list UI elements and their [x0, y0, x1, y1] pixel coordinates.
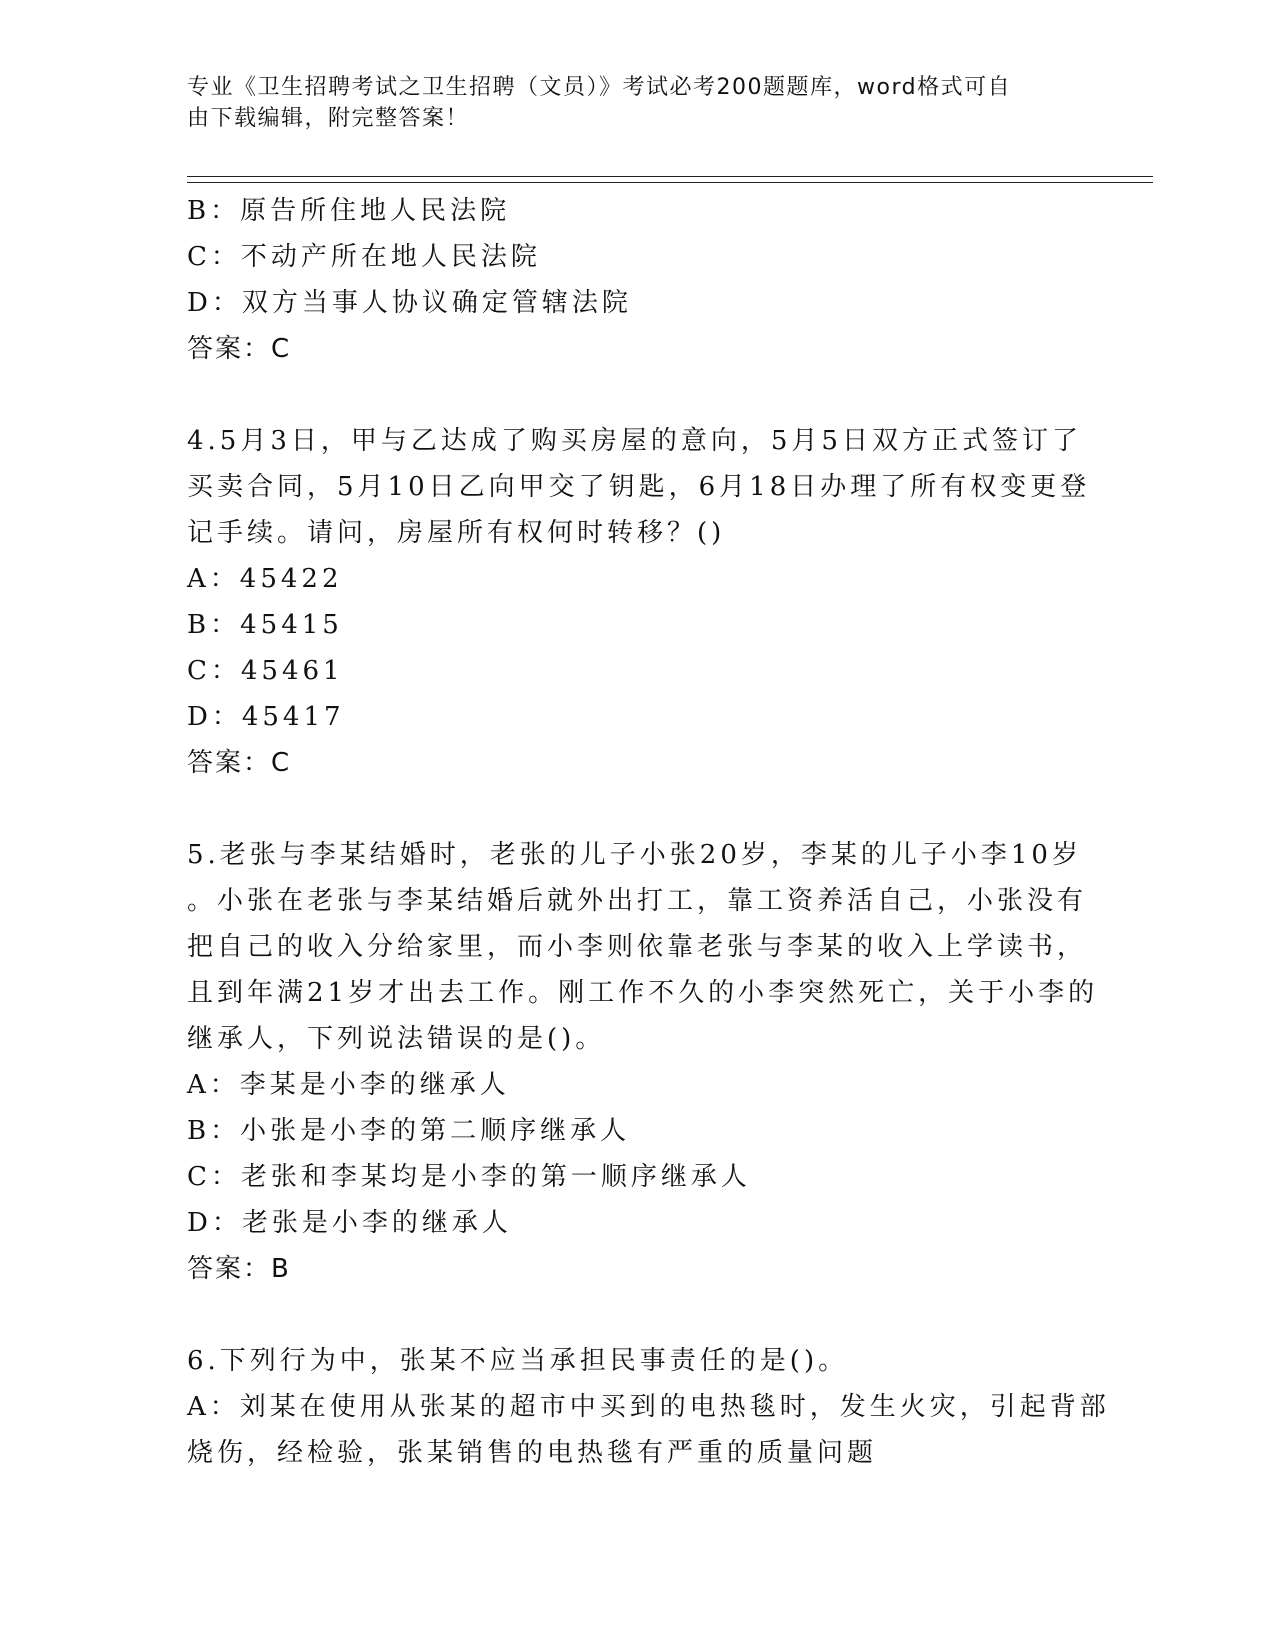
question-stem-line: 买卖合同，5月10日乙向甲交了钥匙，6月18日办理了所有权变更登	[187, 472, 1091, 502]
question-stem-line: 继承人，下列说法错误的是()。	[187, 1024, 606, 1054]
option-a: A：李某是小李的继承人	[187, 1070, 510, 1100]
option-d: D：老张是小李的继承人	[187, 1208, 512, 1238]
option-b: B：小张是小李的第二顺序继承人	[187, 1116, 631, 1146]
option-b: B：原告所住地人民法院	[187, 196, 511, 226]
option-a-continued: 烧伤，经检验，张某销售的电热毯有严重的质量问题	[187, 1438, 878, 1468]
header-line-1: 专业《卫生招聘考试之卫生招聘（文员）》考试必考200题题库，word格式可自	[187, 75, 1012, 100]
question-stem-line: 6.下列行为中，张某不应当承担民事责任的是()。	[187, 1346, 849, 1376]
header-divider-bottom	[187, 182, 1153, 183]
option-d: D：双方当事人协议确定管辖法院	[187, 288, 632, 318]
question-5	[187, 832, 1099, 1292]
answer: 答案：C	[187, 748, 292, 778]
document-header	[187, 72, 1067, 134]
question-stem-line: 4.5月3日，甲与乙达成了购买房屋的意向，5月5日双方正式签订了	[187, 426, 1082, 456]
option-a: A：45422	[187, 564, 343, 594]
option-c: C：老张和李某均是小李的第一顺序继承人	[187, 1162, 751, 1192]
spacer	[187, 786, 1087, 832]
spacer	[187, 372, 1087, 418]
question-stem-line: 且到年满21岁才出去工作。刚工作不久的小李突然死亡，关于小李的	[187, 978, 1099, 1008]
question-stem-line: 5.老张与李某结婚时，老张的儿子小张20岁，李某的儿子小李10岁	[187, 840, 1082, 870]
option-c: C：45461	[187, 656, 344, 686]
option-a: A：刘某在使用从张某的超市中买到的电热毯时，发生火灾，引起背部	[187, 1392, 1110, 1422]
spacer	[187, 1292, 1087, 1338]
option-c: C：不动产所在地人民法院	[187, 242, 541, 272]
question-3-tail	[187, 188, 1087, 372]
question-stem-line: 记手续。请问，房屋所有权何时转移？()	[187, 518, 726, 548]
option-b: B：45415	[187, 610, 343, 640]
question-content	[187, 188, 1110, 1476]
question-stem-line: 把自己的收入分给家里，而小李则依靠老张与李某的收入上学读书，	[187, 932, 1088, 962]
question-4	[187, 418, 1091, 786]
question-stem-line: 。小张在老张与李某结婚后就外出打工，靠工资养活自己，小张没有	[187, 886, 1088, 916]
question-6	[187, 1338, 1110, 1476]
header-divider-top	[187, 176, 1153, 177]
option-d: D：45417	[187, 702, 345, 732]
answer: 答案：C	[187, 334, 292, 364]
header-line-2: 由下载编辑，附完整答案！	[187, 106, 470, 131]
answer: 答案：B	[187, 1254, 291, 1284]
